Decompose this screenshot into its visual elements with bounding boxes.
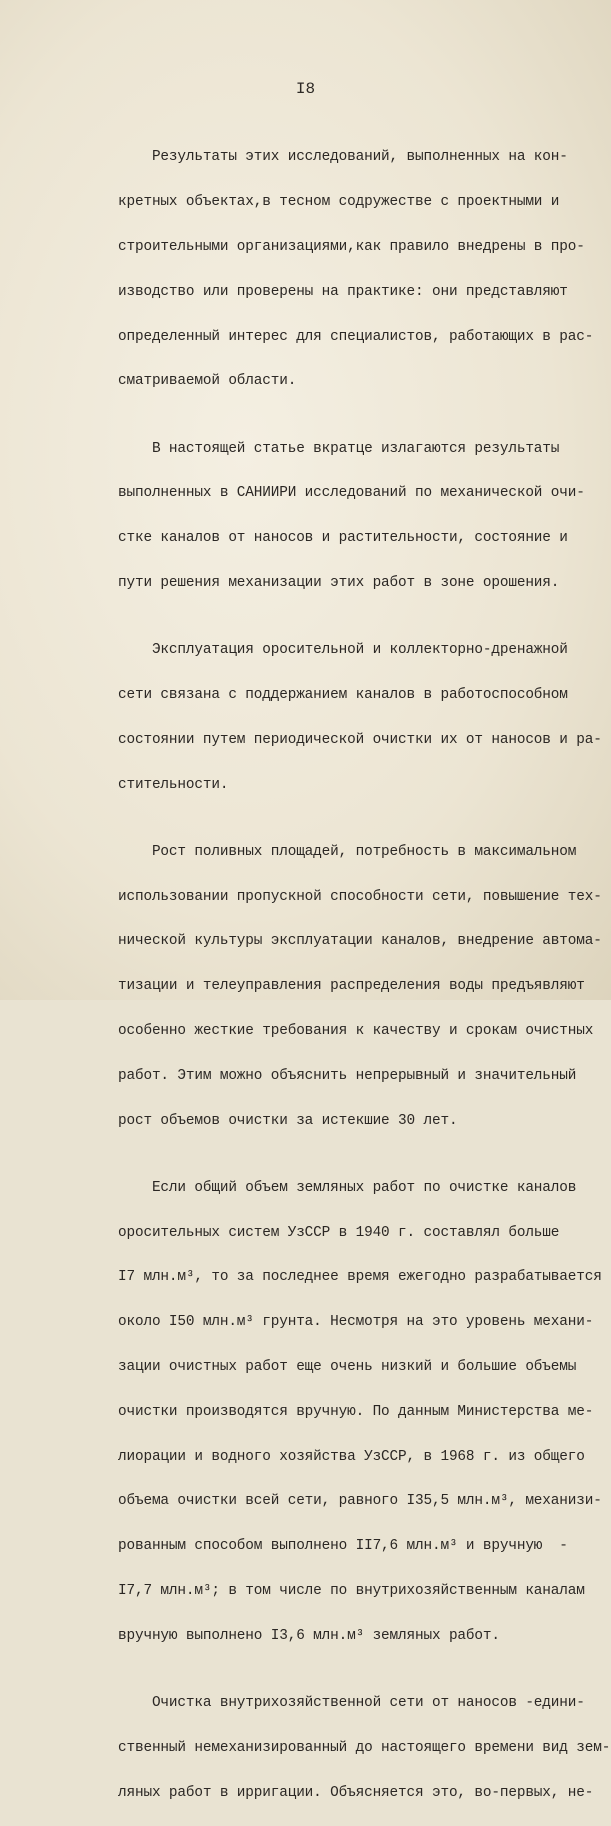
- text-line: Результаты этих исследований, выполненных на кон-: [118, 149, 568, 166]
- text-line: лиорации и водного хозяйства УзССР, в 1968 г. из общего: [118, 1448, 585, 1465]
- body-text: [118, 124, 611, 1826]
- text-line: изводство или проверены на практике: они представляют: [118, 283, 568, 300]
- text-line: выполненных в САНИИРИ исследований по механической очи-: [118, 485, 585, 502]
- paragraph-network-operation: [118, 617, 602, 819]
- text-line: В настоящей статье вкратце излагаются результаты: [118, 440, 560, 457]
- paragraph-volumes: [118, 1154, 602, 1669]
- text-line: кретных объектах,в тесном содружестве с проектными и: [118, 194, 560, 211]
- text-line: Если общий объем земляных работ по очистке каналов: [118, 1179, 577, 1196]
- text-line: рост объемов очистки за истекшие 30 лет.: [118, 1112, 458, 1129]
- text-line: объема очистки всей сети, равного I35,5 млн.м³, механизи-: [118, 1493, 602, 1510]
- paragraph-article-scope: [118, 415, 596, 617]
- text-line: состоянии путем периодической очистки их от наносов и ра-: [118, 731, 602, 748]
- text-line: Эксплуатация оросительной и коллекторно-дренажной: [118, 642, 568, 659]
- text-line: около I50 млн.м³ грунта. Несмотря на это уровень механи-: [118, 1314, 594, 1331]
- text-line: ляных работ в ирригации. Объясняется это, во-первых, не-: [118, 1784, 594, 1801]
- text-line: рованным способом выполнено II7,6 млн.м³ и вручную -: [118, 1538, 568, 1555]
- text-line: работ. Этим можно объяснить непрерывный и значительный: [118, 1067, 577, 1084]
- text-line: зации очистных работ еще очень низкий и большие объемы: [118, 1358, 577, 1375]
- text-line: тизации и телеуправления распределения воды предъявляют: [118, 978, 585, 995]
- paragraph-manual-cleaning: [118, 1670, 611, 1826]
- text-line: стительности.: [118, 776, 229, 793]
- text-line: особенно жесткие требования к качеству и срокам очистных: [118, 1022, 594, 1039]
- text-line: сматриваемой области.: [118, 373, 297, 390]
- text-line: Рост поливных площадей, потребность в максимальном: [118, 843, 577, 860]
- text-line: определенный интерес для специалистов, работающих в рас-: [118, 328, 594, 345]
- text-line: I7,7 млн.м³; в том числе по внутрихозяйственным каналам: [118, 1582, 585, 1599]
- paragraph-research-results: [118, 124, 596, 415]
- text-line: очистки производятся вручную. По данным Министерства ме-: [118, 1403, 594, 1420]
- text-line: пути решения механизации этих работ в зоне орошения.: [118, 574, 560, 591]
- page-number: I8: [295, 80, 316, 98]
- text-line: нической культуры эксплуатации каналов, внедрение автома-: [118, 933, 602, 950]
- text-line: вручную выполнено I3,6 млн.м³ земляных работ.: [118, 1627, 500, 1644]
- text-line: стке каналов от наносов и растительности, состояние и: [118, 530, 568, 547]
- text-line: ственный немеханизированный до настоящего времени вид зем-: [118, 1739, 611, 1756]
- text-line: использовании пропускной способности сети, повышение тех-: [118, 888, 602, 905]
- text-line: оросительных систем УзССР в 1940 г. составлял больше: [118, 1224, 560, 1241]
- text-line: строительными организациями,как правило внедрены в про-: [118, 239, 585, 255]
- text-line: I7 млн.м³, то за последнее время ежегодно разрабатывается: [118, 1269, 602, 1286]
- text-line: Очистка внутрихозяйственной сети от наносов -едини-: [118, 1694, 585, 1711]
- text-line: сети связана с поддержанием каналов в работоспособном: [118, 686, 568, 703]
- paragraph-requirements: [118, 818, 602, 1154]
